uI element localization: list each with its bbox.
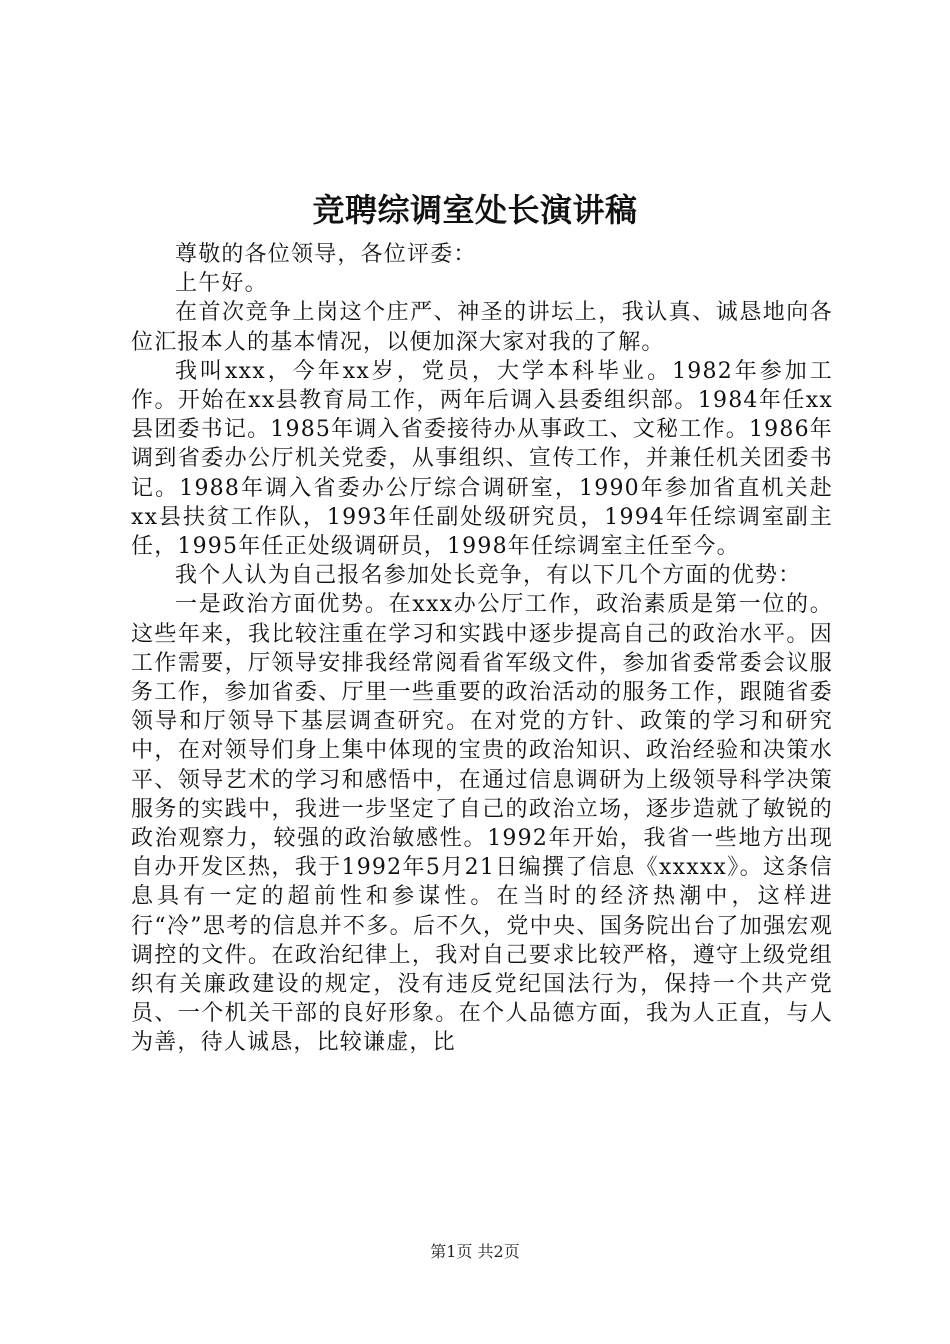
page-footer: 第1页 共2页 <box>430 1242 520 1261</box>
paragraph-political-advantage: 一是政治方面优势。在xxx办公厅工作，政治素质是第一位的。这些年来，我比较注重在学习和实践中逐步提高自己的政治水平。因工作需要，厅领导安排我经常阅看省军级文件，参加省委常委会议服务工作，参加省委、厅里一些重要的政治活动的服务工作，跟随省委领导和厅领导下基层调查研究。在对党的方针、政策的学习和研究中，在对领导们身上集中体现的宝贵的政治知识、政治经验和决策水平、领导艺术的学习和感悟中，在通过信息调研为上级领导科学决策服务的实践中，我进一步坚定了自己的政治立场，逐步造就了敏锐的政治观察力，较强的政治敏感性。1992年开始，我省一些地方出现自办开发区热，我于1992年5月21日编撰了信息《xxxxx》。这条信息具有一定的超前性和参谋性。在当时的经济热潮中，这样进行“冷”思考的信息并不多。后不久，党中央、国务院出台了加强宏观调控的文件。在政治纪律上，我对自己要求比较严格，遵守上级党组织有关廉政建设的规定，没有违反党纪国法行为，保持一个共产党员、一个机关干部的良好形象。在个人品德方面，我为人正直，与人为善，待人诚恳，比较谦虚，比 <box>131 592 833 1056</box>
paragraph-intro: 在首次竞争上岗这个庄严、神圣的讲坛上，我认真、诚恳地向各位汇报本人的基本情况，以便加深大家对我的了解。 <box>131 300 833 355</box>
paragraph-salutation: 尊敬的各位领导，各位评委： <box>175 242 477 267</box>
document-body <box>131 240 833 1058</box>
paragraph-greeting: 上午好。 <box>175 271 268 297</box>
paragraph-background: 我叫xxx，今年xx岁，党员，大学本科毕业。1982年参加工作。开始在xx县教育局工作，两年后调入县委组织部。1984年任xx县团委书记。1985年调入省委接待办从事政工、文秘工作。1986年调到省委办公厅机关党委，从事组织、宣传工作，并兼任机关团委书记。1988年调入省委办公厅综合调研室，1990年参加省直机关赴xx县扶贫工作队，1993年任副处级研究员，1994年任综调室副主任，1995年任正处级调研员，1998年任综调室主任至今。 <box>131 358 833 560</box>
document-title: 竞聘综调室处长演讲稿 <box>312 191 638 229</box>
paragraph-advantages-lead: 我个人认为自己报名参加处长竞争，有以下几个方面的优势： <box>175 563 802 589</box>
